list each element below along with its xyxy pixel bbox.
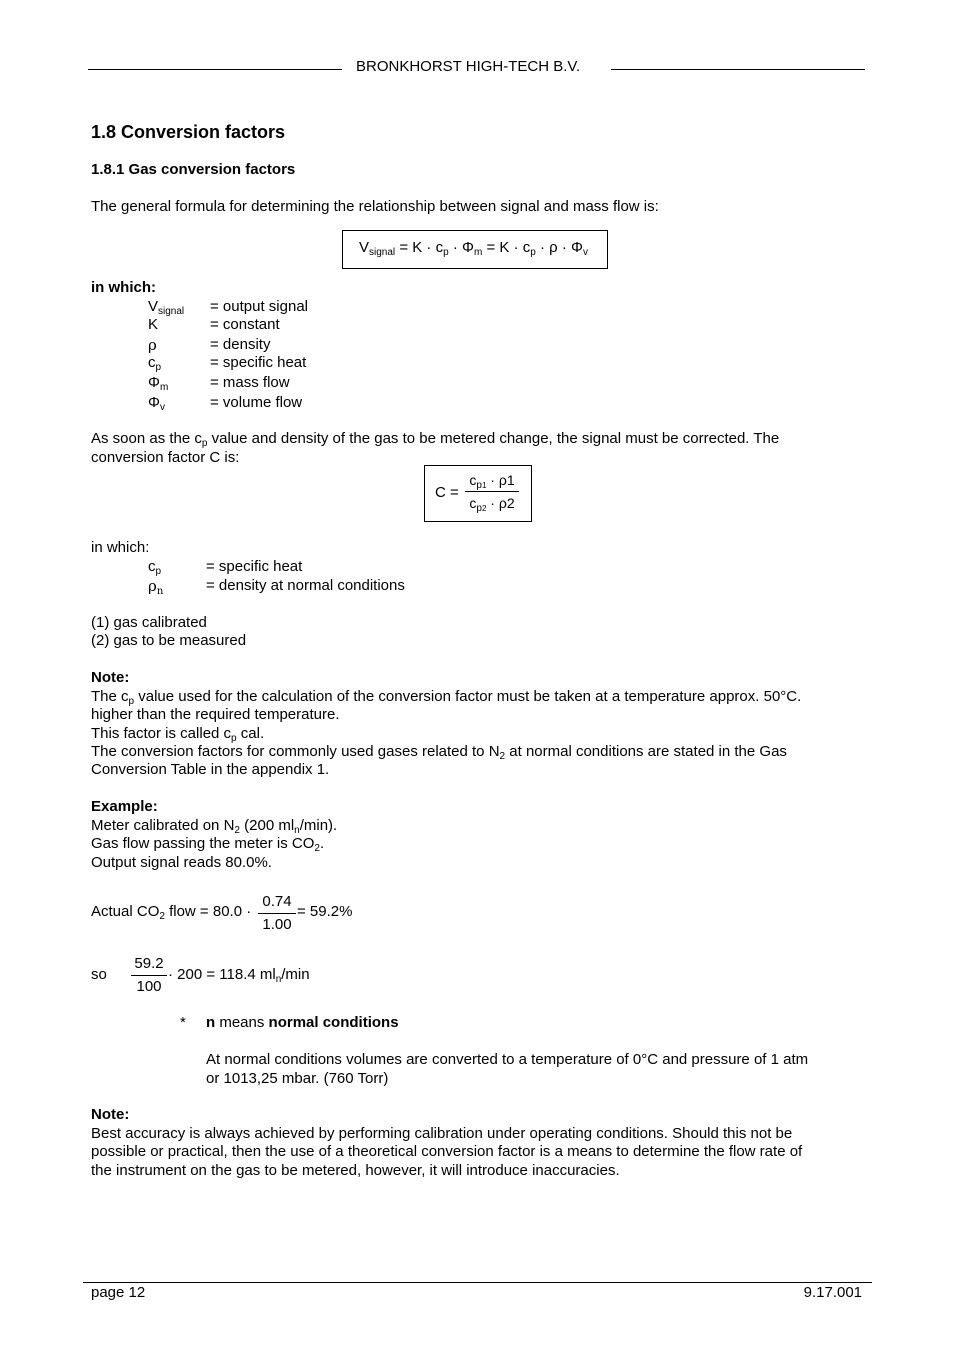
header-company: BRONKHORST HIGH-TECH B.V. bbox=[356, 58, 581, 75]
calc2-result: · 200 = 118.4 $ml_n/\min$ bbox=[168, 966, 310, 985]
calc-result: = 59.2% bbox=[297, 903, 353, 920]
gas-note-1: (1) gas calibrated bbox=[91, 614, 207, 631]
doc-number: 9.17.001 bbox=[803, 1284, 862, 1301]
def-desc: = volume flow bbox=[210, 394, 303, 411]
def-symbol: $\Phi_v$ bbox=[148, 394, 165, 413]
header-rule-right bbox=[611, 69, 865, 70]
fraction-denominator: $c_{p2} \cdot \rho 2$ bbox=[469, 495, 515, 514]
note-line: The conversion factors for commonly used gases related to $N_2$ at normal conditions are stated in the Gas bbox=[91, 743, 787, 762]
note2-line: Best accuracy is always achieved by performing calibration under operating conditions. Should this not be bbox=[91, 1125, 793, 1142]
def-symbol: $c_p$ bbox=[148, 558, 162, 577]
def-symbol: $\Phi_m$ bbox=[148, 374, 169, 393]
calc-numerator: 0.74 bbox=[262, 893, 292, 910]
formula-conversion-box bbox=[424, 465, 532, 522]
footnote-line: At normal conditions volumes are converted to a temperature of 0°C and pressure of 1 atm bbox=[206, 1051, 809, 1068]
def-desc: = specific heat bbox=[206, 558, 303, 575]
formula-signal: $V_{signal} = K \cdot c_p \cdot \Phi_m = K \cdot c_p \cdot \rho \cdot \Phi_v$ bbox=[359, 239, 588, 258]
formula-signal-box bbox=[342, 230, 608, 269]
section-title: 1.8 Conversion factors bbox=[91, 122, 286, 142]
conversion-paragraph-line2: conversion factor C is: bbox=[91, 449, 240, 466]
note-line: higher than the required temperature. bbox=[91, 706, 340, 723]
in-which-label-2: in which: bbox=[91, 539, 150, 556]
note2-label: Note: bbox=[91, 1106, 130, 1123]
formula-lhs: C = bbox=[435, 484, 459, 501]
note2-line: possible or practical, then the use of a theoretical conversion factor is a means to determine the flow rate of bbox=[91, 1143, 803, 1160]
calc2-numerator: 59.2 bbox=[134, 955, 164, 972]
def-symbol: $\rho_n$ bbox=[148, 577, 164, 597]
fraction-bar bbox=[131, 975, 167, 976]
def-desc: = constant bbox=[210, 316, 280, 333]
def-symbol: K bbox=[148, 316, 159, 333]
def-symbol: ρ bbox=[148, 336, 157, 354]
footnote-star: * bbox=[180, 1014, 186, 1031]
def-symbol: $c_p$ bbox=[148, 354, 162, 373]
note-line: Conversion Table in the appendix 1. bbox=[91, 761, 330, 778]
fraction-numerator: $c_{p1} \cdot \rho 1$ bbox=[469, 472, 515, 491]
conversion-paragraph-line1: As soon as the $c_p$ value and density of the gas to be metered change, the signal must be corrected. The bbox=[91, 430, 780, 449]
def-desc: = density at normal conditions bbox=[206, 577, 405, 594]
gas-note-2: (2) gas to be measured bbox=[91, 632, 247, 649]
footnote-title: n means normal conditions bbox=[206, 1014, 399, 1031]
note2-line: the instrument on the gas to be metered, however, it will introduce inaccuracies. bbox=[91, 1162, 620, 1179]
fraction-bar bbox=[465, 491, 519, 492]
subsection-title: 1.8.1 Gas conversion factors bbox=[91, 161, 296, 178]
note-line: The $c_p$ value used for the calculation of the conversion factor must be taken at a temperature approx. 50°C. bbox=[91, 688, 802, 707]
example-line: Output signal reads 80.0%. bbox=[91, 854, 272, 871]
def-desc: = density bbox=[210, 336, 271, 353]
def-desc: = output signal bbox=[210, 298, 308, 315]
header-rule-left bbox=[88, 69, 342, 70]
formula-fraction bbox=[465, 471, 519, 512]
calc2-denominator: 100 bbox=[136, 978, 162, 995]
page-number: page 12 bbox=[91, 1284, 146, 1301]
def-desc: = specific heat bbox=[210, 354, 307, 371]
intro-paragraph: The general formula for determining the relationship between signal and mass flow is: bbox=[91, 198, 659, 215]
example-line: Gas flow passing the meter is $CO_2$. bbox=[91, 835, 325, 854]
example-label: Example: bbox=[91, 798, 158, 815]
fraction-bar bbox=[258, 913, 296, 914]
calc2-fraction bbox=[131, 955, 167, 996]
footnote-line: or 1013,25 mbar. (760 Torr) bbox=[206, 1070, 389, 1087]
footer-rule bbox=[83, 1282, 872, 1283]
def-desc: = mass flow bbox=[210, 374, 290, 391]
in-which-label: in which: bbox=[91, 279, 156, 296]
def-symbol: $V_{signal}$ bbox=[148, 298, 185, 317]
calc-denominator: 1.00 bbox=[262, 916, 292, 933]
calc-fraction bbox=[258, 893, 296, 934]
note-label: Note: bbox=[91, 669, 130, 686]
calc-actual-flow: Actual $CO_2$ flow = 80.0 · bbox=[91, 903, 252, 922]
note-line: This factor is called $c_p$ cal. bbox=[91, 725, 265, 744]
example-line: Meter calibrated on $N_2$ (200 $ml_n/\min$). bbox=[91, 817, 338, 836]
calc-so: so bbox=[91, 966, 107, 983]
